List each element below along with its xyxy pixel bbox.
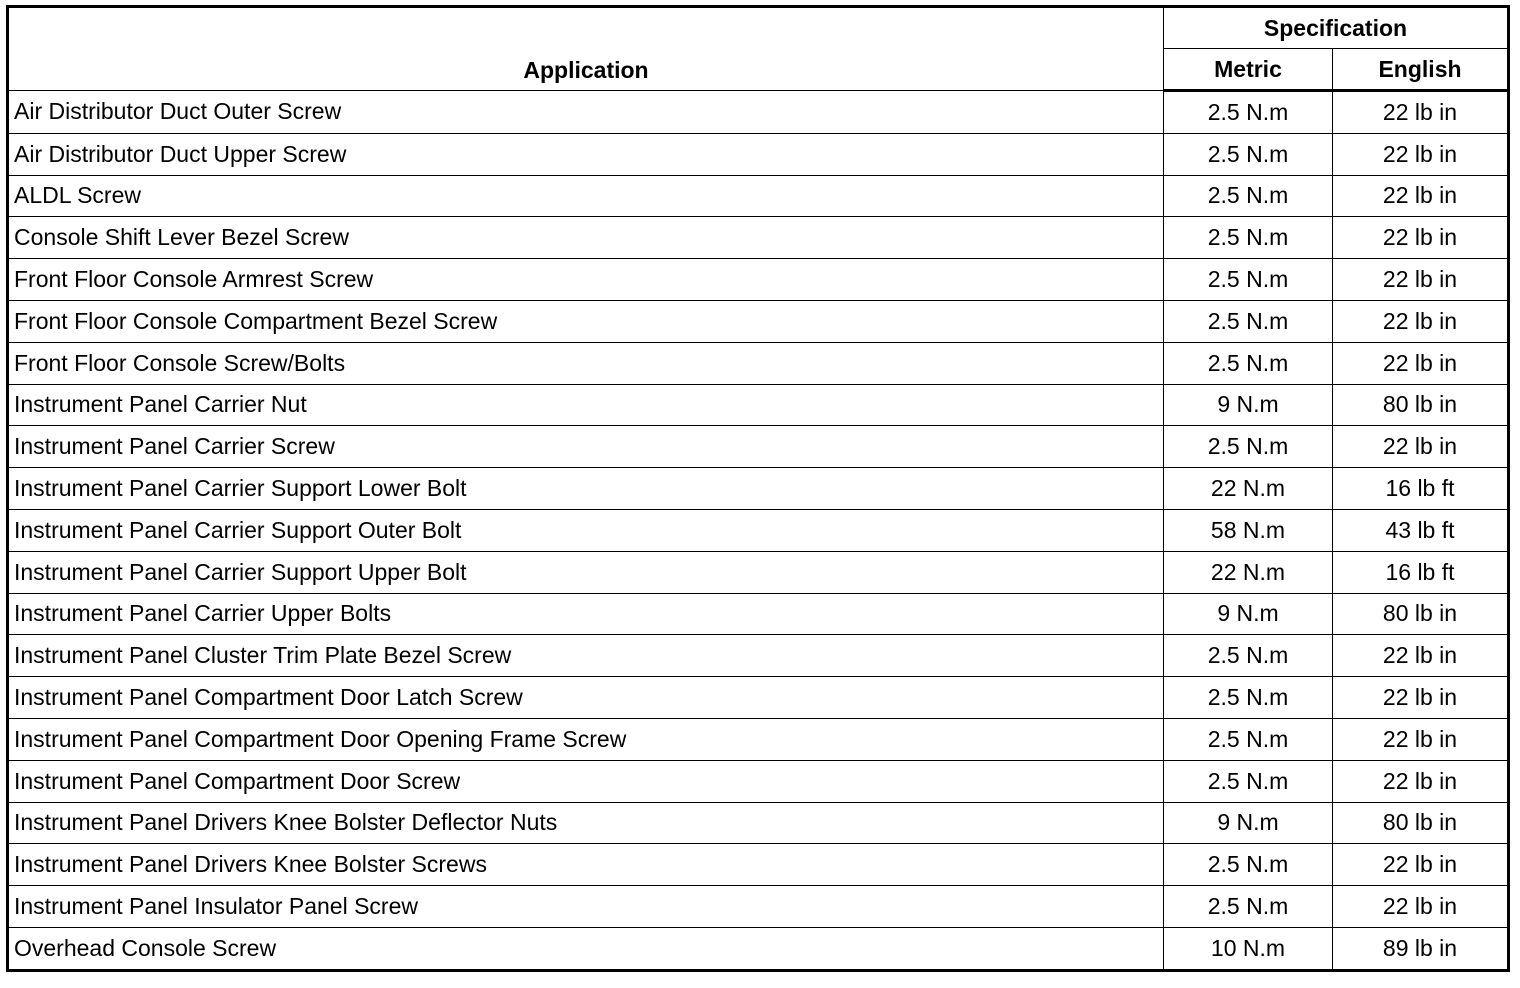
english-cell: 89 lb in	[1333, 927, 1509, 970]
table-row	[8, 635, 1509, 677]
table-row	[8, 468, 1509, 510]
table-header	[8, 7, 1509, 91]
english-cell: 22 lb in	[1333, 217, 1509, 259]
application-cell: Front Floor Console Screw/Bolts	[8, 342, 1164, 384]
metric-cell: 2.5 N.m	[1164, 760, 1333, 802]
table-body	[8, 91, 1509, 971]
table-row	[8, 300, 1509, 342]
specification-group-header: Specification	[1164, 7, 1509, 49]
english-cell: 22 lb in	[1333, 426, 1509, 468]
application-cell: Instrument Panel Carrier Support Upper Bolt	[8, 551, 1164, 593]
metric-cell: 2.5 N.m	[1164, 259, 1333, 301]
application-cell: Instrument Panel Compartment Door Screw	[8, 760, 1164, 802]
application-cell: Instrument Panel Carrier Support Lower Bolt	[8, 468, 1164, 510]
table-row	[8, 175, 1509, 217]
table-row	[8, 927, 1509, 970]
metric-cell: 9 N.m	[1164, 802, 1333, 844]
application-column-header: Application	[8, 7, 1164, 91]
metric-cell: 9 N.m	[1164, 593, 1333, 635]
english-cell: 80 lb in	[1333, 384, 1509, 426]
english-cell: 22 lb in	[1333, 844, 1509, 886]
metric-cell: 2.5 N.m	[1164, 718, 1333, 760]
application-cell: Instrument Panel Carrier Support Outer Bolt	[8, 509, 1164, 551]
table-row	[8, 886, 1509, 928]
application-cell: Air Distributor Duct Upper Screw	[8, 133, 1164, 175]
english-cell: 22 lb in	[1333, 300, 1509, 342]
application-cell: Instrument Panel Cluster Trim Plate Bezel Screw	[8, 635, 1164, 677]
english-cell: 22 lb in	[1333, 91, 1509, 134]
english-cell: 22 lb in	[1333, 677, 1509, 719]
metric-cell: 2.5 N.m	[1164, 635, 1333, 677]
metric-cell: 10 N.m	[1164, 927, 1333, 970]
table-row	[8, 133, 1509, 175]
table-row	[8, 760, 1509, 802]
table-row	[8, 509, 1509, 551]
application-cell: Console Shift Lever Bezel Screw	[8, 217, 1164, 259]
table-row	[8, 551, 1509, 593]
metric-cell: 22 N.m	[1164, 468, 1333, 510]
table-row	[8, 802, 1509, 844]
english-cell: 22 lb in	[1333, 886, 1509, 928]
metric-cell: 2.5 N.m	[1164, 426, 1333, 468]
application-cell: Instrument Panel Carrier Nut	[8, 384, 1164, 426]
english-cell: 43 lb ft	[1333, 509, 1509, 551]
table-row	[8, 718, 1509, 760]
table-row	[8, 426, 1509, 468]
english-column-header: English	[1333, 49, 1509, 91]
metric-cell: 58 N.m	[1164, 509, 1333, 551]
english-cell: 22 lb in	[1333, 175, 1509, 217]
metric-cell: 2.5 N.m	[1164, 677, 1333, 719]
application-cell: Instrument Panel Carrier Screw	[8, 426, 1164, 468]
application-cell: Instrument Panel Drivers Knee Bolster Screws	[8, 844, 1164, 886]
metric-cell: 2.5 N.m	[1164, 91, 1333, 134]
table-row	[8, 217, 1509, 259]
application-cell: Instrument Panel Carrier Upper Bolts	[8, 593, 1164, 635]
application-cell: Instrument Panel Compartment Door Opening Frame Screw	[8, 718, 1164, 760]
english-cell: 80 lb in	[1333, 802, 1509, 844]
application-cell: Instrument Panel Insulator Panel Screw	[8, 886, 1164, 928]
english-cell: 22 lb in	[1333, 133, 1509, 175]
metric-cell: 2.5 N.m	[1164, 133, 1333, 175]
table-row	[8, 593, 1509, 635]
table-row	[8, 677, 1509, 719]
application-cell: ALDL Screw	[8, 175, 1164, 217]
metric-cell: 2.5 N.m	[1164, 217, 1333, 259]
application-cell: Front Floor Console Armrest Screw	[8, 259, 1164, 301]
metric-cell: 2.5 N.m	[1164, 300, 1333, 342]
english-cell: 16 lb ft	[1333, 551, 1509, 593]
table-row	[8, 844, 1509, 886]
english-cell: 22 lb in	[1333, 259, 1509, 301]
metric-cell: 2.5 N.m	[1164, 175, 1333, 217]
table-row	[8, 342, 1509, 384]
metric-cell: 2.5 N.m	[1164, 886, 1333, 928]
application-cell: Front Floor Console Compartment Bezel Screw	[8, 300, 1164, 342]
table-row	[8, 384, 1509, 426]
application-cell: Instrument Panel Compartment Door Latch Screw	[8, 677, 1164, 719]
metric-cell: 9 N.m	[1164, 384, 1333, 426]
torque-spec-table	[6, 5, 1510, 972]
application-cell: Instrument Panel Drivers Knee Bolster Deflector Nuts	[8, 802, 1164, 844]
metric-cell: 22 N.m	[1164, 551, 1333, 593]
metric-column-header: Metric	[1164, 49, 1333, 91]
table-row	[8, 259, 1509, 301]
metric-cell: 2.5 N.m	[1164, 844, 1333, 886]
english-cell: 16 lb ft	[1333, 468, 1509, 510]
english-cell: 80 lb in	[1333, 593, 1509, 635]
metric-cell: 2.5 N.m	[1164, 342, 1333, 384]
english-cell: 22 lb in	[1333, 342, 1509, 384]
english-cell: 22 lb in	[1333, 635, 1509, 677]
application-cell: Overhead Console Screw	[8, 927, 1164, 970]
english-cell: 22 lb in	[1333, 718, 1509, 760]
table-row	[8, 91, 1509, 134]
application-cell: Air Distributor Duct Outer Screw	[8, 91, 1164, 134]
english-cell: 22 lb in	[1333, 760, 1509, 802]
